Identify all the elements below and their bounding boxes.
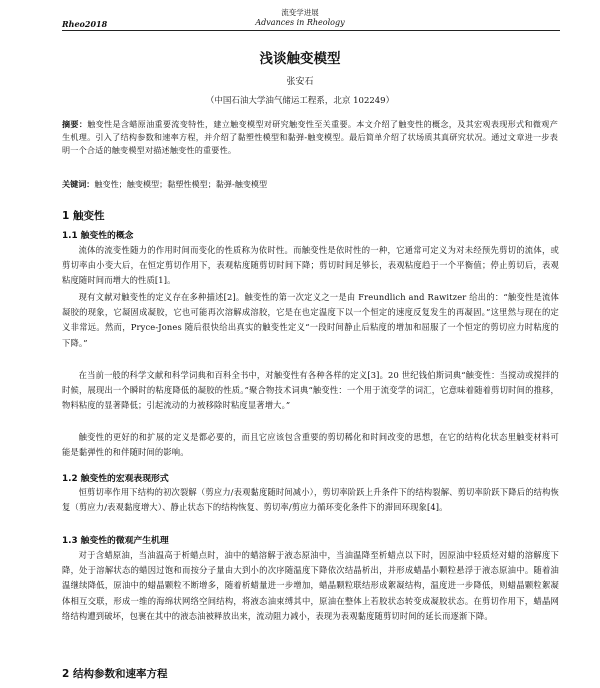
paragraph: 现有文献对触变性的定义存在多种描述[2]。触变性的第一次定义之一是由 Freundlich and Rawitzer 给出的：“触变性是流体凝胶的现象，它凝固成凝胶，它也可能再次溶解成溶胶，它是在也定温度下以一个恒定的速度反复发生的再凝固。”这里然与现在的定义非常远。然而，Pryce-Jones 随后很快给出真实的触变性定义“一段时间静止后粘度的增加和屈服了一个恒定的剪切应力时粘度的下降。” [62,292,559,348]
paper-author: 张安石 [286,77,314,87]
section-heading: 2 结构参数和速率方程 [62,668,168,680]
header-rule [62,30,560,31]
paper-affiliation: （中国石油大学油气储运工程系，北京 102249） [205,96,395,106]
abstract-text: 触变性是含蜡原油重要流变特性，建立触变模型对研究触变性至关重要。本文介绍了触变性的概念，及其宏观表现形式和微观产生机理。引入了结构参数和速率方程，并介绍了黏塑性模型和黏弹-触变模型。最后简单介绍了状场质其真研究状况。通过文章进一步表明一个合适的触变模型对描述触变性的重要性。 [62,119,558,156]
paper-title: 浅谈触变模型 [259,51,341,67]
abstract-label: 摘要： [62,119,88,129]
keywords [62,178,558,190]
journal-name-en: Advances in Rheology [255,18,345,27]
running-head-short: Rheo2018 [62,19,108,29]
paragraph: 触变性的更好的和扩展的定义是都必要的，而且它应该包含重要的剪切稀化和时间改变的思想，在它的结构化状态里触变材料可能是黏弹性的和伴随时间的影响。 [62,432,559,458]
journal-name-cn: 流变学进展 [281,8,319,17]
subsection-heading: 1.1 触变性的概念 [62,231,134,241]
paragraph: 对于含蜡原油，当油温高于析蜡点时，油中的蜡溶解于液态原油中，当油温降至析蜡点以下时，因原油中轻质烃对蜡的溶解度下降，处于溶解状态的蜡因过饱和而按分子量由大到小的次序随温度下降依次结晶析出，并形成蜡晶小颗粒悬浮于液态原油中。随着油温继续降低，原油中的蜡晶颗粒不断增多，随着析蜡量进一步增加，蜡晶颗粒联结形成絮凝结构，温度进一步降低，则蜡晶颗粒絮凝体相互交联，形成一维的海绵状网络空间结构，将液态油束缚其中，原油在整体上若胶状态转变成凝胶状态。在剪切作用下，蜡晶网络结构遭到破坏，包裹在其中的液态油被释放出来，流动阻力减小，表现为表观黏度随剪切时间的延长而逐渐下降。 [62,550,559,621]
paragraph: 在当前一般的科学文献和科学词典和百科全书中，对触变性有各种各样的定义[3]。20 世纪钱伯斯词典“触变性：当搅动或搅拌的时候，展现出一个瞬时的粘度降低的凝胶的性质。”聚合物技术词典“触变性：一个用于流变学的词汇，它意味着随着剪切时间的推移，物料粘度的显著降低；引起流动的力被移除时粘度显著增大。” [62,370,559,411]
abstract [62,118,558,158]
subsection-heading: 1.3 触变性的微观产生机理 [62,536,169,546]
keywords-text: 触变性；触变模型；黏塑性模型；黏弹-触变模型 [94,179,268,189]
subsection-heading: 1.2 触变性的宏观表现形式 [62,474,169,484]
paragraph: 流体的流变性随力的作用时间而变化的性质称为依时性。而触变性是依时性的一种，它通常可定义为对未经预先剪切的流体，或剪切率由小变大后，在恒定剪切作用下，表观粘度随剪切时间下降；剪切时间足够长，表观粘度趋于一个平衡值；停止剪切后，表观粘度随时间而增大的性质[1]。 [62,245,559,286]
keywords-label: 关键词： [62,179,95,189]
section-heading: 1 触变性 [62,210,105,222]
paragraph: 恒剪切率作用下结构的初次裂解（剪应力/表观黏度随时间减小），剪切率阶跃上升条件下的结构裂解、剪切率阶跃下降后的结构恢复（剪应力/表观黏度增大）、静止状态下的结构恢复、剪切率/剪应力循环变化条件下的滞回环现象[4]。 [62,487,559,513]
